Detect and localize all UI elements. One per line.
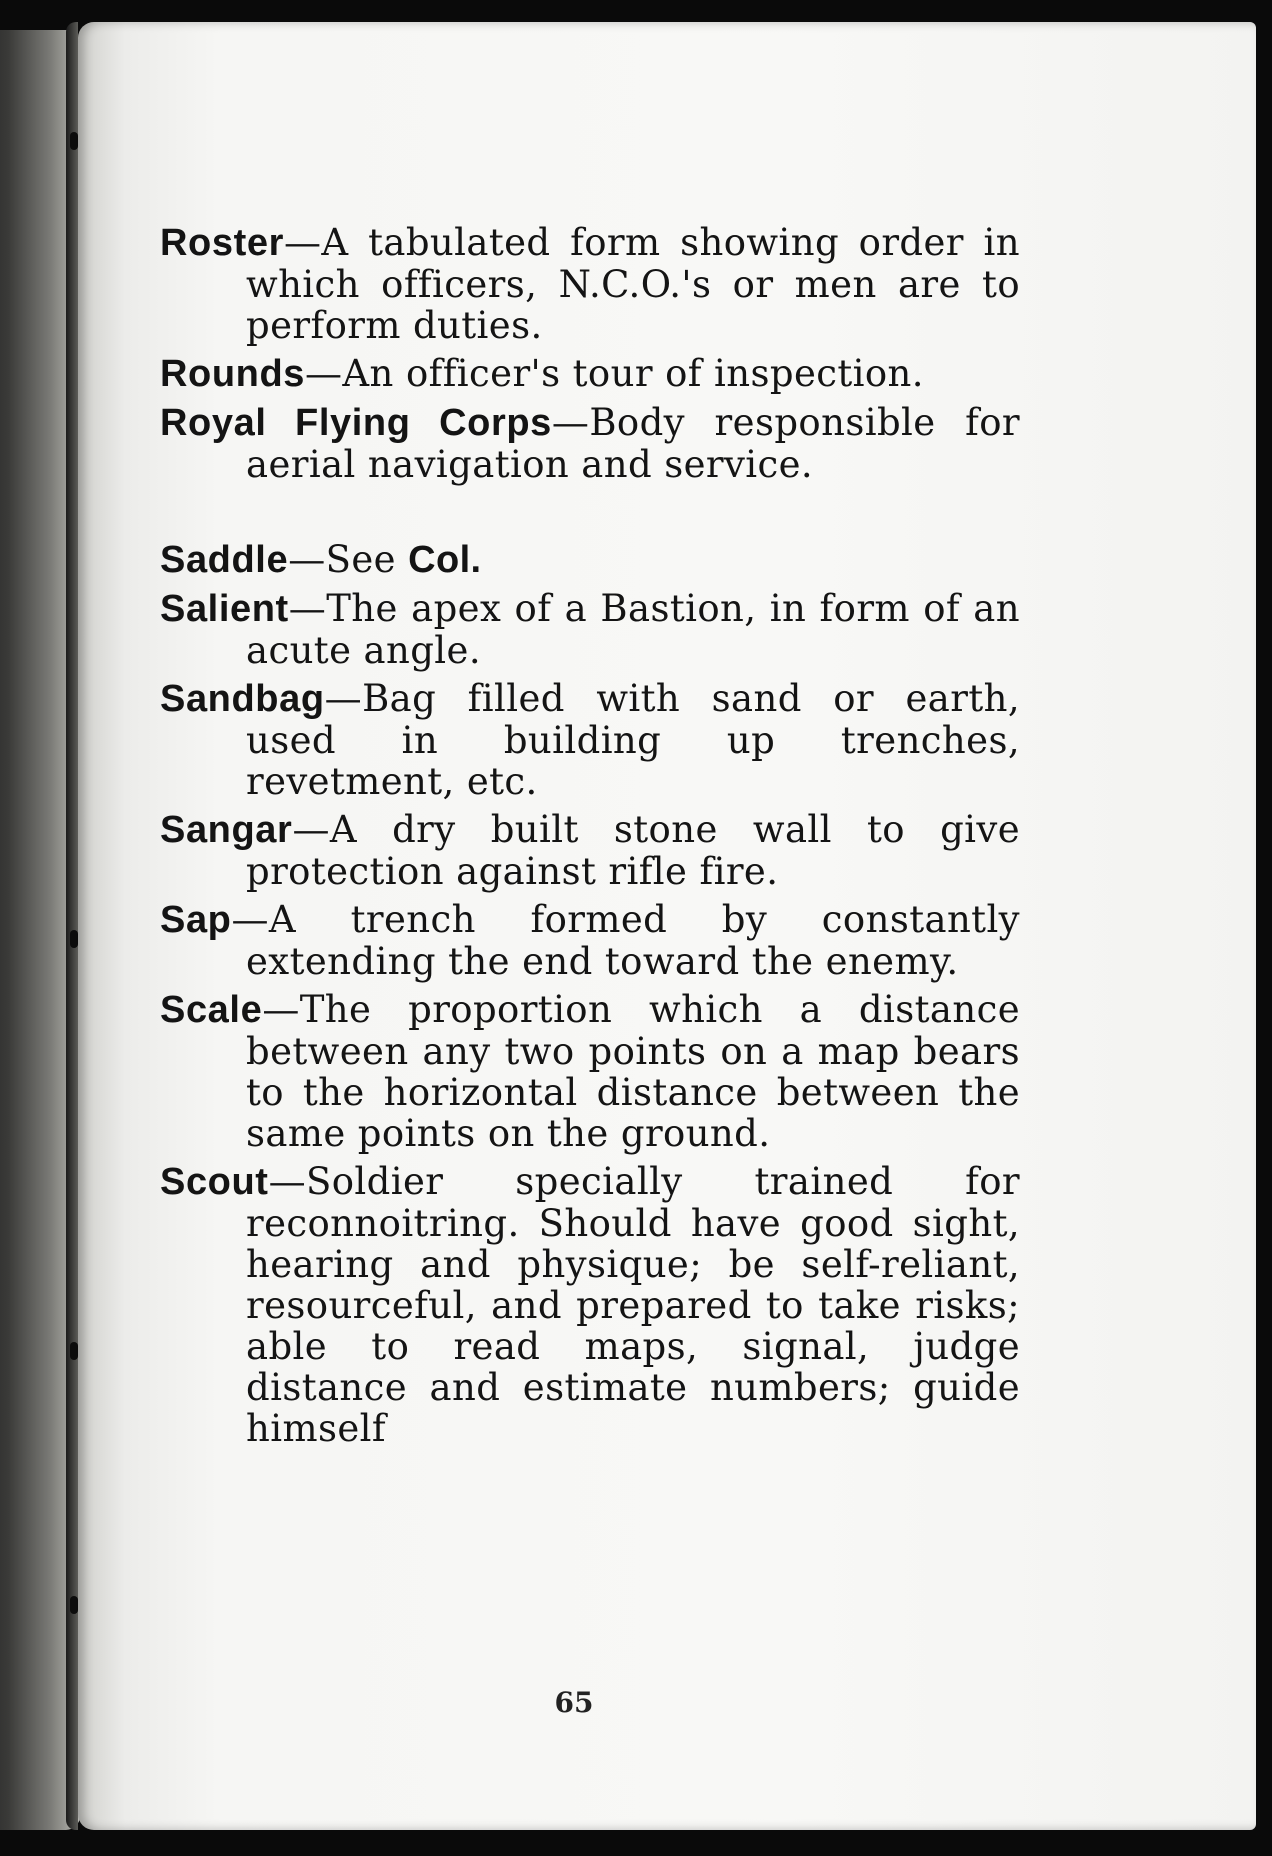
entry-term: Sandbag bbox=[160, 678, 325, 720]
entry-definition: —See bbox=[288, 538, 409, 581]
entry-definition: —A dry built stone wall to give protection against rifle fire. bbox=[246, 808, 1020, 893]
glossary-entry bbox=[160, 402, 1020, 485]
entry-definition: —Soldier specially trained for reconnoitring. Should have good sight, hearing and physique; be self-reliant, resourceful, and prepared to take risks; able to read maps, signal, judge distance and estimate numbers; guide himself bbox=[246, 1160, 1020, 1450]
entry-definition: —Bag filled with sand or earth, used in building up trenches, revetment, etc. bbox=[246, 677, 1020, 803]
entry-definition: —Body responsible for aerial navigation and service. bbox=[246, 401, 1020, 486]
glossary-entry bbox=[160, 809, 1020, 892]
entry-term: Saddle bbox=[160, 539, 289, 581]
entry-definition: —A tabulated form showing order in which officers, N.C.O.'s or men are to perform duties. bbox=[246, 221, 1020, 347]
glossary-entry bbox=[160, 588, 1020, 671]
binding-mark bbox=[70, 930, 78, 948]
entry-term: Royal Flying Corps bbox=[160, 402, 552, 444]
glossary-entry bbox=[160, 1161, 1020, 1449]
glossary-entry bbox=[160, 678, 1020, 802]
entry-term: Scout bbox=[160, 1161, 269, 1203]
glossary-entry bbox=[160, 222, 1020, 346]
entry-term: Sangar bbox=[160, 809, 293, 851]
binding-mark bbox=[70, 1596, 78, 1614]
entry-term: Rounds bbox=[160, 353, 306, 395]
entry-term: Scale bbox=[160, 989, 263, 1031]
cross-reference: Col. bbox=[408, 539, 482, 581]
binding-mark bbox=[70, 1342, 78, 1360]
entry-term: Roster bbox=[160, 222, 284, 264]
glossary-entry bbox=[160, 989, 1020, 1154]
entry-definition: —A trench formed by constantly extending the end toward the enemy. bbox=[231, 898, 1020, 983]
entry-definition: —The apex of a Bastion, in form of an acute angle. bbox=[246, 587, 1020, 672]
entry-term: Sap bbox=[160, 899, 232, 941]
glossary-entry bbox=[160, 353, 1020, 395]
entry-definition: —An officer's tour of inspection. bbox=[305, 352, 924, 395]
entry-term: Salient bbox=[160, 588, 289, 630]
binding-mark bbox=[70, 132, 78, 150]
glossary-entry bbox=[160, 539, 1020, 581]
page-number: 65 bbox=[554, 1686, 594, 1719]
glossary-entry bbox=[160, 899, 1020, 982]
entry-definition: —The proportion which a distance between any two points on a map bears to the horizontal distance between the same points on the ground. bbox=[246, 988, 1020, 1155]
glossary-entries bbox=[160, 222, 1020, 1456]
page-gutter bbox=[66, 22, 78, 1830]
